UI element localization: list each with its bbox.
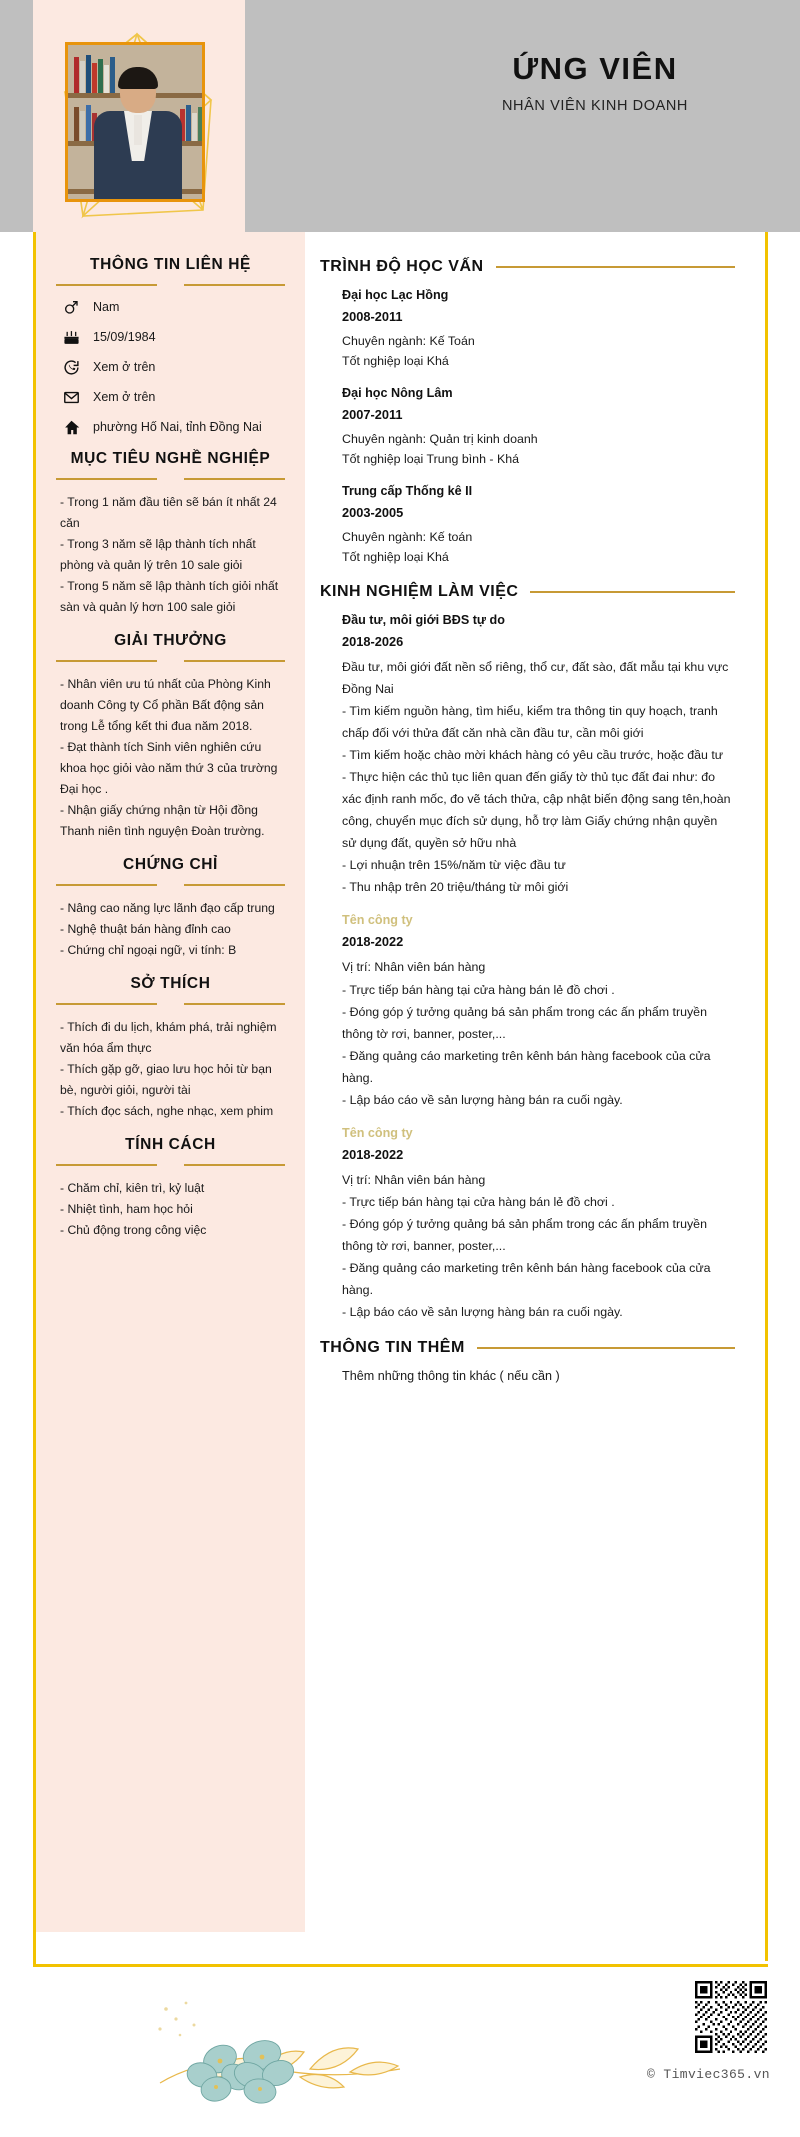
brand-label: © Timviec365.vn: [646, 2067, 770, 2082]
list-item: - Chăm chỉ, kiên trì, kỷ luật: [60, 1180, 205, 1195]
school-years: 2008-2011: [342, 309, 403, 324]
list-item: - Nhận giấy chứng nhận từ Hội đồng Thanh niên tình nguyện Đoàn trường.: [60, 802, 265, 838]
divider: [56, 660, 285, 662]
school-years: 2003-2005: [342, 505, 404, 521]
list-item: - Lập báo cáo về sản lượng hàng bán ra cuối ngày.: [342, 1092, 623, 1107]
school-grade: Tốt nghiệp loại Khá: [342, 550, 449, 565]
contact-list: [56, 298, 285, 436]
list-item: - Tìm kiếm nguồn hàng, tìm hiểu, kiểm tra thông tin quy hoạch, tranh chấp đối với thửa đất căn nhà cần đầu tư, cần môi giới: [342, 703, 718, 740]
education-entry: [342, 386, 735, 469]
list-item: - Đăng quảng cáo marketing trên kênh bán hàng facebook của cửa hàng.: [342, 1261, 711, 1298]
main-content: [310, 232, 765, 1393]
section-title-education: TRÌNH ĐỘ HỌC VẤN: [320, 258, 484, 275]
school-name: Đại học Nông Lâm: [342, 386, 453, 401]
school-name: Trung cấp Thống kê II: [342, 484, 473, 499]
awards-list: [56, 674, 285, 842]
contact-value: Xem ở trên: [93, 360, 156, 374]
list-item: - Đạt thành tích Sinh viên nghiên cứu khoa học giỏi vào năm thứ 3 của trường Đại học .: [60, 739, 278, 796]
certificates-list: [56, 898, 285, 961]
education-list: [320, 288, 735, 568]
sidebar: [36, 232, 305, 1932]
section-header-additional: [320, 1339, 735, 1357]
list-item: - Nhân viên ưu tú nhất của Phòng Kinh doanh Công ty Cổ phần Bất động sản trong Lễ tổng kết thi đua năm 2018.: [60, 676, 271, 733]
list-item: - Trực tiếp bán hàng tại cửa hàng bán lẻ đồ chơi .: [342, 982, 615, 997]
email-icon: [62, 388, 80, 406]
school-grade: Tốt nghiệp loại Khá: [342, 354, 449, 369]
section-title-personality: TÍNH CÁCH: [125, 1135, 216, 1153]
company-name: Tên công ty: [342, 1125, 413, 1140]
experience-body: [342, 656, 735, 899]
list-item: - Đăng quảng cáo marketing trên kênh bán hàng facebook của cửa hàng.: [342, 1048, 711, 1085]
list-item: - Thích đi du lịch, khám phá, trải nghiệm văn hóa ẩm thực: [60, 1019, 277, 1055]
list-item: - Lập báo cáo về sản lượng hàng bán ra cuối ngày.: [342, 1305, 623, 1320]
school-grade: Tốt nghiệp loại Trung bình - Khá: [342, 452, 520, 467]
list-item: - Thích gặp gỡ, giao lưu học hỏi từ bạn bè, người giỏi, người tài: [60, 1061, 272, 1097]
list-item: - Nâng cao năng lực lãnh đạo cấp trung: [60, 900, 275, 915]
contact-value: phường Hố Nai, tỉnh Đồng Nai: [93, 420, 262, 434]
floral-decor: [150, 1973, 480, 2113]
cv-footer: [0, 1967, 800, 2137]
divider: [496, 266, 735, 268]
divider: [56, 1003, 285, 1005]
experience-body: [342, 1169, 735, 1324]
education-entry: [342, 484, 735, 567]
company-years: 2018-2022: [342, 934, 404, 950]
list-item: - Trong 5 năm sẽ lập thành tích giỏi nhất sàn và quản lý hơn 100 sale giỏi: [60, 578, 279, 614]
section-title-objective: MỤC TIÊU NGHỀ NGHIỆP: [70, 450, 271, 467]
list-item: Đầu tư, môi giới đất nền sổ riêng, thổ cư, đất sào, đất mẫu tại khu vực Đồng Nai: [342, 659, 729, 696]
list-item: - Tìm kiếm hoặc chào mời khách hàng có yêu cầu trước, hoặc đầu tư: [342, 747, 724, 762]
additional-note: Thêm những thông tin khác ( nếu cần ): [342, 1368, 560, 1383]
divider: [530, 591, 735, 593]
contact-item-phone: [56, 358, 285, 376]
contact-item-address: [56, 418, 285, 436]
list-item: - Trong 1 năm đầu tiên sẽ bán ít nhất 24 căn: [60, 495, 277, 530]
section-title-certificates: CHỨNG CHỈ: [123, 855, 218, 873]
company-years: 2018-2022: [342, 1146, 404, 1162]
section-header-education: [320, 258, 735, 276]
contact-item-birthday: [56, 328, 285, 346]
cv-header: [0, 0, 800, 232]
school-major: Chuyên ngành: Quản trị kinh doanh: [342, 432, 538, 447]
gender-icon: [62, 298, 80, 316]
qr-code[interactable]: [695, 1981, 767, 2053]
section-header-experience: [320, 583, 735, 601]
contact-item-gender: [56, 298, 285, 316]
personality-list: [56, 1178, 285, 1241]
contact-value: 15/09/1984: [93, 330, 156, 344]
experience-entry: [342, 1126, 735, 1324]
experience-list: [320, 613, 735, 1324]
frame-rule-right: [765, 232, 768, 1961]
list-item: - Thích đọc sách, nghe nhạc, xem phim: [60, 1103, 274, 1118]
list-item: - Chủ động trong công việc: [60, 1222, 207, 1237]
school-name: Đại học Lạc Hồng: [342, 288, 449, 302]
page-title: ỨNG VIÊN: [512, 51, 678, 86]
list-item: - Thực hiện các thủ tục liên quan đến giấy tờ thủ tục đất đai như: đo xác định ranh mốc, đo vẽ tách thửa, cập nhật biến động sang tên,hoàn công, chuyển mục đích sử dụng, hỗ trợ làm Giấy chứng nhận quyền sử dụng đất, quyền sở hữu nhà: [342, 769, 731, 851]
section-title-contact: THÔNG TIN LIÊN HỆ: [90, 256, 251, 273]
school-years: 2007-2011: [342, 407, 403, 423]
list-item: - Đóng góp ý tưởng quảng bá sản phẩm trong các ấn phẩm truyền thông tờ rơi, banner, poster,...: [342, 1217, 707, 1254]
experience-body: [342, 956, 735, 1111]
list-item: - Thu nhập trên 20 triệu/tháng từ môi giới: [342, 880, 569, 895]
school-major: Chuyên ngành: Kế toán: [342, 530, 473, 545]
section-title-hobbies: SỞ THÍCH: [130, 974, 211, 992]
experience-entry: [342, 613, 735, 899]
company-years: 2018-2026: [342, 633, 404, 649]
company-name: Đầu tư, môi giới BĐS tự do: [342, 612, 505, 627]
divider: [477, 1347, 735, 1349]
objective-list: [56, 492, 285, 618]
divider: [56, 478, 285, 480]
hobbies-list: [56, 1017, 285, 1122]
phone-icon: [62, 358, 80, 376]
avatar: [65, 42, 205, 202]
list-item: - Lợi nhuận trên 15%/năm từ việc đầu tư: [342, 858, 566, 873]
list-item: - Chứng chỉ ngoại ngữ, vi tính: B: [60, 942, 237, 957]
list-item: - Đóng góp ý tưởng quảng bá sản phẩm trong các ấn phẩm truyền thông tờ rơi, banner, poster,...: [342, 1004, 707, 1041]
experience-entry: [342, 913, 735, 1111]
school-major: Chuyên ngành: Kế Toán: [342, 334, 475, 348]
list-item: - Nghệ thuật bán hàng đỉnh cao: [60, 921, 231, 936]
divider: [56, 284, 285, 286]
divider: [56, 1164, 285, 1166]
contact-value: Xem ở trên: [93, 390, 156, 404]
list-item: Vị trí: Nhân viên bán hàng: [342, 960, 486, 975]
section-title-awards: GIẢI THƯỞNG: [114, 631, 227, 649]
section-title-additional: THÔNG TIN THÊM: [320, 1338, 465, 1356]
company-name: Tên công ty: [342, 913, 413, 928]
candidate-photo: [65, 42, 205, 202]
contact-value: Nam: [93, 300, 120, 314]
list-item: - Trực tiếp bán hàng tại cửa hàng bán lẻ đồ chơi .: [342, 1195, 615, 1210]
header-titles: [390, 0, 800, 232]
divider: [56, 884, 285, 886]
home-icon: [62, 418, 80, 436]
contact-item-email: [56, 388, 285, 406]
cake-icon: [62, 328, 80, 346]
list-item: - Trong 3 năm sẽ lập thành tích nhất phòng và quản lý trên 10 sale giỏi: [60, 536, 256, 572]
section-title-experience: KINH NGHIỆM LÀM VIỆC: [320, 582, 519, 600]
list-item: - Nhiệt tình, ham học hỏi: [60, 1201, 193, 1216]
education-entry: [342, 288, 735, 371]
candidate-role: NHÂN VIÊN KINH DOANH: [501, 98, 689, 115]
list-item: Vị trí: Nhân viên bán hàng: [342, 1172, 486, 1187]
